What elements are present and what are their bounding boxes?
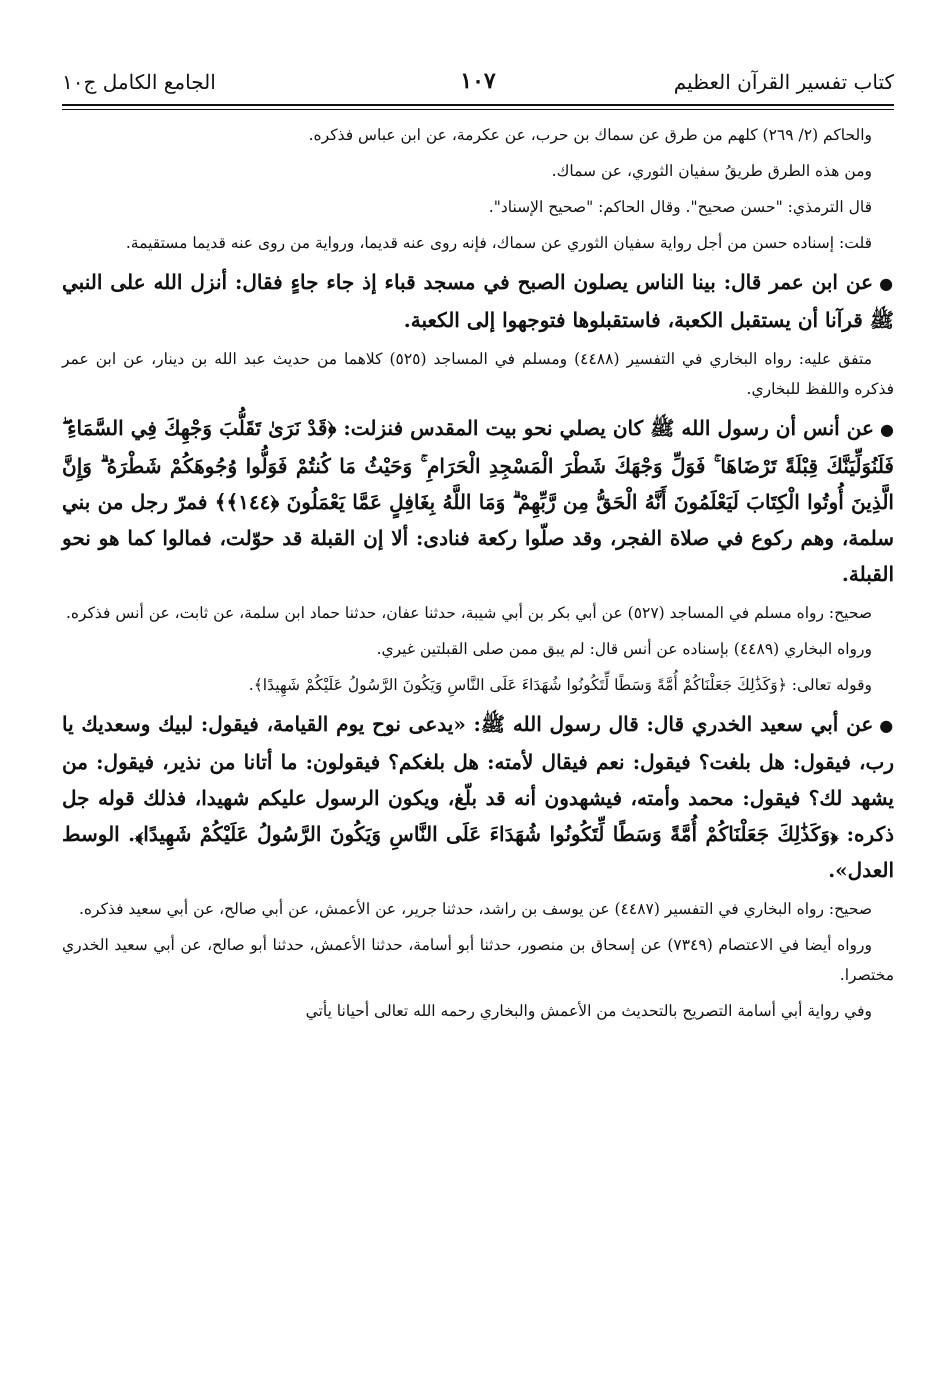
hadith-paragraph [62, 264, 894, 338]
note-paragraph: وقوله تعالى: ﴿وَكَذَٰلِكَ جَعَلْنَاكُمْ أُمَّةً وَسَطًا لِّتَكُونُوا شُهَدَاءَ عَلَى النَّاسِ وَيَكُونَ الرَّسُولُ عَلَيْكُمْ شَهِيدًا﴾. [248, 676, 872, 694]
note-paragraph: ورواه أيضا في الاعتصام (٧٣٤٩) عن إسحاق بن منصور، حدثنا أبو أسامة، حدثنا الأعمش، حدثنا أبو صالح، عن أبي سعيد الخدري مختصرا. [62, 936, 894, 984]
page-number: ١٠٧ [460, 68, 496, 94]
hadith-text: عن ابن عمر قال: بينا الناس يصلون الصبح في مسجد قباء إذ جاء جاءٍ فقال: أنزل الله على النبي ﷺ قرآنا أن يستقبل الكعبة، فاستقبلوها فتوجهوا إلى الكعبة. [62, 270, 894, 332]
note-paragraph: قال الترمذي: "حسن صحيح". وقال الحاكم: "صحيح الإسناد". [488, 198, 872, 216]
bullet-icon: ● [879, 716, 894, 735]
book-title: كتاب تفسير القرآن العظيم [673, 70, 894, 94]
note-paragraph: ورواه البخاري (٤٤٨٩) بإسناده عن أنس قال: لم يبق ممن صلى القبلتين غيري. [376, 640, 872, 658]
header-rule-thin [62, 109, 894, 110]
note-paragraph: صحيح: رواه مسلم في المساجد (٥٢٧) عن أبي بكر بن أبي شيبة، حدثنا عفان، حدثنا حماد ابن سلمة، عن ثابت، عن أنس فذكره. [65, 604, 872, 622]
hadith-text: عن أنس أن رسول الله ﷺ كان يصلي نحو بيت المقدس فنزلت: ﴿قَدْ نَرَىٰ تَقَلُّبَ وَجْهِكَ فِي السَّمَاءِ ۖ فَلَنُوَلِّيَنَّكَ قِبْلَةً تَرْضَاهَا ۚ فَوَلِّ وَجْهَكَ شَطْرَ الْمَسْجِدِ الْحَرَامِ ۚ وَحَيْثُ مَا كُنتُمْ فَوَلُّوا وُجُوهَكُمْ شَطْرَهُ ۗ وَإِنَّ الَّذِينَ أُوتُوا الْكِتَابَ لَيَعْلَمُونَ أَنَّهُ الْحَقُّ مِن رَّبِّهِمْ ۗ وَمَا اللَّهُ بِغَافِلٍ عَمَّا يَعْمَلُونَ ﴿١٤٤﴾﴾ فمرّ رجل من بني سلمة، وهم ركوع في صلاة الفجر، وقد صلّوا ركعة فنادى: ألا إن القبلة قد حوّلت، فمالوا كما هو نحو القبلة. [62, 416, 894, 586]
header-rule [62, 104, 894, 106]
note-paragraph: والحاكم (٢/ ٢٦٩) كلهم من طرق عن سماك بن حرب، عن عكرمة، عن ابن عباس فذكره. [308, 126, 872, 144]
hadith-text: عن أبي سعيد الخدري قال: قال رسول الله ﷺ: «يدعى نوح يوم القيامة، فيقول: لبيك وسعديك يا رب، فيقول: هل بلغت؟ فيقول: نعم فيقال لأمته: هل بلغكم؟ فيقولون: ما أتانا من نذير، فيقول: من يشهد لك؟ فيقول: محمد وأمته، فيشهدون أنه قد بلّغ، ويكون الرسول عليكم شهيدا، فذلك قوله جل ذكره: ﴿وَكَذَٰلِكَ جَعَلْنَاكُمْ أُمَّةً وَسَطًا لِّتَكُونُوا شُهَدَاءَ عَلَى النَّاسِ وَيَكُونَ الرَّسُولُ عَلَيْكُمْ شَهِيدًا﴾. الوسط العدل». [62, 712, 894, 882]
page-header [62, 60, 894, 104]
note-paragraph: ومن هذه الطرق طريقُ سفيان الثوري، عن سماك. [551, 162, 872, 180]
bullet-icon: ● [879, 420, 894, 439]
note-paragraph: متفق عليه: رواه البخاري في التفسير (٤٤٨٨) ومسلم في المساجد (٥٢٥) كلاهما من حديث عبد الله بن دينار، عن ابن عمر فذكره واللفظ للبخاري. [62, 350, 894, 398]
note-paragraph: وفي رواية أبي أسامة التصريح بالتحديث من الأعمش والبخاري رحمه الله تعالى أحيانا يأتي [305, 1002, 872, 1020]
note-paragraph: صحيح: رواه البخاري في التفسير (٤٤٨٧) عن يوسف بن راشد، حدثنا جرير، عن الأعمش، عن أبي صالح، عن أبي سعيد فذكره. [78, 900, 872, 918]
note-paragraph: قلت: إسناده حسن من أجل رواية سفيان الثوري عن سماك، فإنه روى عنه قديما، ورواية من روى عنه قديما مستقيمة. [125, 234, 872, 252]
book-page [62, 60, 894, 1032]
page-body [62, 120, 894, 1026]
bullet-icon: ● [879, 274, 894, 293]
volume-title: الجامع الكامل ج١٠ [62, 70, 216, 94]
hadith-paragraph [62, 410, 894, 592]
hadith-paragraph [62, 706, 894, 888]
